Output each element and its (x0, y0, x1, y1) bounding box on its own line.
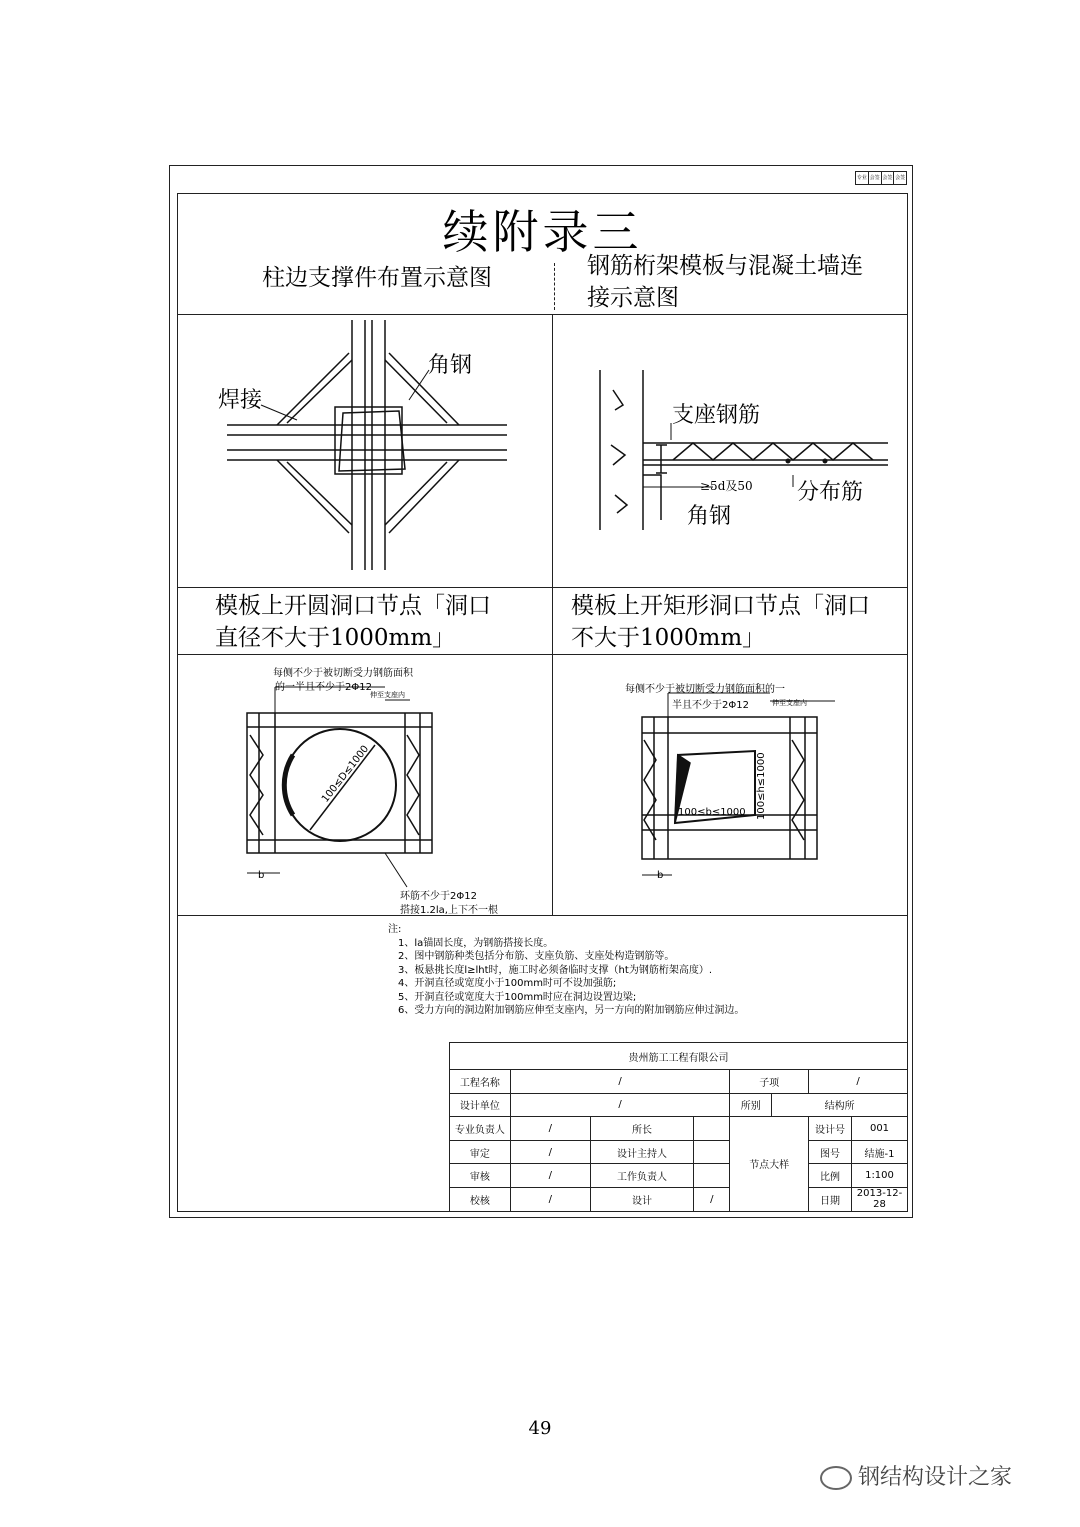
label-angle-steel-2: 角钢 (687, 504, 732, 529)
rect-note-tag: 伸至支座内 (772, 699, 807, 707)
stamp-cell: 专业 (856, 172, 869, 184)
circle-dimension: 100≤D≤1000 (320, 743, 372, 805)
note-item: 5、开洞直径或宽度大于100mm时应在洞边设置边梁; (398, 991, 637, 1003)
ring-note-line2: 搭接1.2la,上下不一根 (400, 905, 498, 916)
caption-rect-hole-1: 模板上开矩形洞口节点「洞口 (571, 593, 870, 619)
watermark-text: 钢结构设计之家 (858, 1465, 1013, 1490)
rect-note-line2: 半且不少于2Φ12 (672, 700, 749, 711)
work-label: 工作负责人 (590, 1164, 694, 1187)
date-label: 日期 (809, 1187, 852, 1211)
stamp-cell: 会签 (869, 172, 882, 184)
dept-value: 结构所 (772, 1093, 908, 1116)
page-title: 续附录三 (442, 205, 643, 259)
design-unit-label: 设计单位 (450, 1093, 511, 1116)
label-min-length: ≥5d及50 (700, 479, 753, 493)
director-label: 所长 (590, 1116, 694, 1140)
review-value: / (510, 1164, 590, 1187)
title-block (449, 1042, 908, 1212)
caption-truss-wall-1: 钢筋桁架模板与混凝土墙连 (587, 253, 863, 279)
notes-block (388, 923, 744, 1018)
rect-note-line1: 每侧不少于被切断受力钢筋面积的一 (625, 684, 785, 695)
note-item: 3、板悬挑长度l≥lht时，施工时必须备临时支撑（ht为钢筋桁架高度）. (398, 964, 712, 976)
date-value: 2013-12-28 (852, 1187, 908, 1211)
b-dimension-mark-2: b (657, 870, 664, 881)
truss-wall-diagram (553, 315, 908, 587)
ring-note-line1: 环筋不少于2Φ12 (400, 891, 477, 902)
stamp-cell: 会签 (882, 172, 895, 184)
note-item: 6、受力方向的洞边附加钢筋应伸至支座内，另一方向的附加钢筋应伸过洞边。 (398, 1005, 745, 1016)
specialty-label: 专业负责人 (450, 1116, 511, 1140)
approve-label: 审定 (450, 1141, 511, 1164)
rect-dimension-b: 100≤b≤1000 (678, 807, 746, 818)
check-label: 校核 (450, 1187, 511, 1211)
rect-dimension-h: 100≤h≤1000 (756, 752, 767, 820)
label-distribution-rebar: 分布筋 (797, 480, 864, 505)
caption-rect-hole-2: 不大于1000mm」 (571, 625, 766, 651)
caption-round-hole-1: 模板上开圆洞口节点「洞口 (215, 593, 491, 619)
subitem-value: / (809, 1070, 908, 1093)
circle-note-line1: 每侧不少于被切断受力钢筋面积 (273, 668, 413, 679)
caption-column-support: 柱边支撑件布置示意图 (262, 265, 492, 291)
grid-line (554, 263, 555, 310)
design-no-value: 001 (852, 1116, 908, 1140)
subitem-label: 子项 (730, 1070, 809, 1093)
specialty-value: / (510, 1116, 590, 1140)
page-number: 49 (528, 1418, 552, 1439)
review-label: 审核 (450, 1164, 511, 1187)
chief-label: 设计主持人 (590, 1141, 694, 1164)
dept-label: 所别 (730, 1093, 772, 1116)
grid-line (177, 915, 908, 916)
circle-note-line2: 的一半且不少于2Φ12 (275, 682, 372, 693)
chief-value (694, 1141, 730, 1164)
notes-header: 注: (388, 924, 402, 935)
design-label: 设计 (590, 1187, 694, 1211)
scale-value: 1:100 (852, 1164, 908, 1187)
note-item: 4、开洞直径或宽度小于100mm时可不设加强筋; (398, 978, 617, 989)
caption-round-hole-2: 直径不大于1000mm」 (215, 625, 456, 651)
wechat-icon (820, 1466, 852, 1490)
b-dimension-mark: b (258, 870, 265, 881)
design-no-label: 设计号 (809, 1116, 852, 1140)
circle-note-tag: 伸至支座内 (370, 691, 405, 699)
drawing-no-label: 图号 (809, 1141, 852, 1164)
drawing-no-value: 结施-1 (852, 1141, 908, 1164)
grid-line (552, 587, 553, 915)
company-name: 贵州筋工工程有限公司 (450, 1043, 908, 1070)
column-support-diagram (177, 315, 552, 587)
grid-line (177, 587, 908, 588)
watermark (820, 1460, 1012, 1491)
design-value: / (694, 1187, 730, 1211)
project-label: 工程名称 (450, 1070, 511, 1093)
work-value (694, 1164, 730, 1187)
scale-label: 比例 (809, 1164, 852, 1187)
design-unit-value: / (510, 1093, 729, 1116)
approve-value: / (510, 1141, 590, 1164)
note-item: 2、图中钢筋种类包括分布筋、支座负筋、支座处构造钢筋等。 (398, 951, 675, 962)
check-value: / (510, 1187, 590, 1211)
drawing-title: 节点大样 (730, 1116, 809, 1211)
label-support-rebar: 支座钢筋 (672, 403, 761, 428)
countersign-stamp (855, 171, 907, 185)
label-weld: 焊接 (218, 388, 263, 413)
note-item: 1、la锚固长度，为钢筋搭接长度。 (398, 937, 554, 949)
project-value: / (510, 1070, 729, 1093)
label-angle-steel: 角钢 (428, 353, 473, 378)
caption-truss-wall-2: 接示意图 (587, 285, 679, 311)
stamp-cell: 会签 (895, 175, 906, 181)
director-value (694, 1116, 730, 1140)
